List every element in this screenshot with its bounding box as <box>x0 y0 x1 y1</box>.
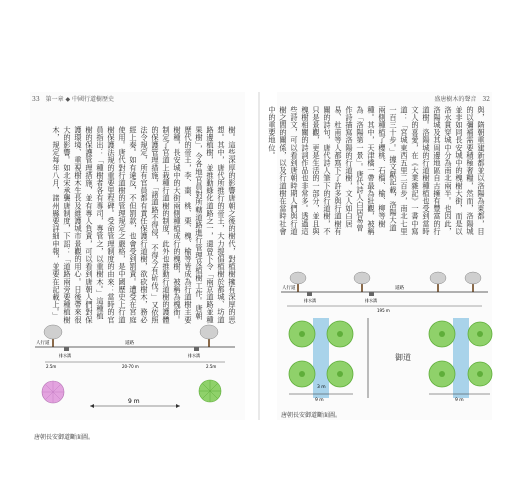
tree-section-r2 <box>354 272 370 292</box>
drain-left <box>64 347 69 351</box>
book-gutter <box>258 92 260 420</box>
right-page-header <box>434 94 490 103</box>
right-figure-caption: 唐朝長安御道斷面圖。 <box>281 412 342 419</box>
drain-label-right: 排水溝 <box>188 353 200 358</box>
road-label: 道路 <box>125 341 134 346</box>
dim-right: 2.5m <box>206 364 217 369</box>
tree-section-right <box>200 325 218 347</box>
drain-r2 <box>369 292 374 296</box>
plan-tree-r2 <box>327 321 353 347</box>
left-figure-caption: 唐朝長安御道斷面圖。 <box>34 434 95 441</box>
plan-dim-label: 9 m <box>128 398 140 405</box>
drain-right <box>194 347 199 351</box>
arrow-right-icon <box>176 404 180 408</box>
left-page-chapter: 第一章 ◆ 中國行道樹歷史 <box>45 96 114 103</box>
right-page-body: 與，隋朝重建新都並以洛陽為東都，目的以彌補需要積極奢糧，然而，洛陽城並非如同長安城中的槐樹大街，而是以洛水貫穿城中分為南北兩半。也因此，洛陽城及其周邊地區自古擁有豐富的行道樹。洛陽城的行道樹種植也受到當時文人的喜愛，在《大業雜記》一書中寫道：「宮城東西五里二百步，南北七里一百三十步。」據文獻記載，洛陽大道兩側種植了櫻桃、石榴、榆、柳等樹種。其中，天津橋一帶最為壯觀，被稱為「洛陽第一景」。唐代詩人白居易曾作詩描寫洛陽的行道樹，文人如白居易、杜甫等人都寫下了許多與行道樹有關的詩句，唐代詩人筆下的行道樹，不只是景觀，更是生活的一部分，並且與槐樹相關的詩詞作品也非常多。透過這些詩文，可以看到唐朝時期人們與行道樹之間的關係，以及行道樹在當時社會中的重要地位。 <box>268 106 486 236</box>
tree-section-r3 <box>430 272 446 292</box>
imperial-road-label: 御道 <box>395 353 411 362</box>
plan-tree-r5 <box>429 321 455 347</box>
right-page-title: 盛唐樹木的聲音 <box>434 96 477 103</box>
plan-dim-r1: 9 m <box>315 398 324 403</box>
left-page-body: 樹。這些深厚的影響唐朝之後的樹代，對植樹擁有深厚的思想。其中，唐代所推行的帝王，大力提倡植樹於都城、坊道路邊植樹，並推動綠化道路之一，還曾下令「兩京道路並種果樹」，令各地官員對所轄道路進行管理及植樹工作。唐朝歷代的帝王，李、棗、桃、栗、槐、榆等皆成為行道樹主要樹種，長安城中的大街兩側種植成行的槐樹，被稱為槐衙。制定了官道上栽種行道樹的制度，此外也推動行道樹的護體的保護管理措施，「諸道路不得侵，不得今有斫伐。」又依照法令規定，所有官員都有責任保護行道樹，欲砍樹木，務必經上奏。如有違反，不但罰款，也會受到罰責。遭受在宮庭使用。唐代對行道樹的管理規定之嚴格，是中國歷史上行道樹保護法規的重要里程碑。受命管理制度的由來：當時的官員指出：「種樹者各有專司，專管之，以重樹木。」這種植樹的保護管理措施，並有專人負責，可以看到唐朝人們對保護環境、重視樹木生長及維護城市景觀的用心。日後帶來很大的影響。如北宋承襲唐制度，下詔：「道路兩旁要種植樹木，規定每年八月，諸州縣要詳細申報，並要在記載上。」 <box>52 126 237 324</box>
plan-dim-r3: 9 m <box>455 398 464 403</box>
road-edge-line <box>367 318 369 398</box>
left-page-number: 33 <box>32 96 40 103</box>
plan-dim-r2: 3 m <box>317 385 326 390</box>
drain-label-left: 排水溝 <box>59 353 71 358</box>
left-page-header <box>32 94 114 103</box>
right-road-diagram <box>277 268 492 408</box>
right-page <box>268 92 492 420</box>
dim-center: 20-70 m <box>122 364 139 369</box>
plan-tree-r1 <box>289 321 315 347</box>
water-channel-right <box>453 318 469 398</box>
tree-section-r4 <box>465 272 481 292</box>
plan-tree-green <box>199 380 221 402</box>
plan-tree-r8 <box>468 362 492 386</box>
plan-tree-r7 <box>429 361 455 387</box>
right-page-number: 32 <box>482 96 490 103</box>
r-sidewalk-label: 人行道 <box>282 286 296 291</box>
r-road-label: 道路 <box>395 286 404 291</box>
plan-tree-r3 <box>289 361 315 387</box>
arrow-left-icon <box>90 404 94 408</box>
drain-r1 <box>307 292 312 296</box>
left-page <box>30 92 245 441</box>
r-drain-label-2: 排水溝 <box>365 298 377 303</box>
left-road-diagram <box>30 324 245 420</box>
dim-left: 2.5m <box>46 364 57 369</box>
plan-tree-pink <box>42 381 64 403</box>
plan-tree-r4 <box>327 361 353 387</box>
plan-tree-r6 <box>468 322 492 346</box>
r-width-dim: 195 m <box>377 308 390 313</box>
r-drain-label-1: 排水溝 <box>304 298 316 303</box>
sidewalk-label: 人行道 <box>36 341 50 346</box>
